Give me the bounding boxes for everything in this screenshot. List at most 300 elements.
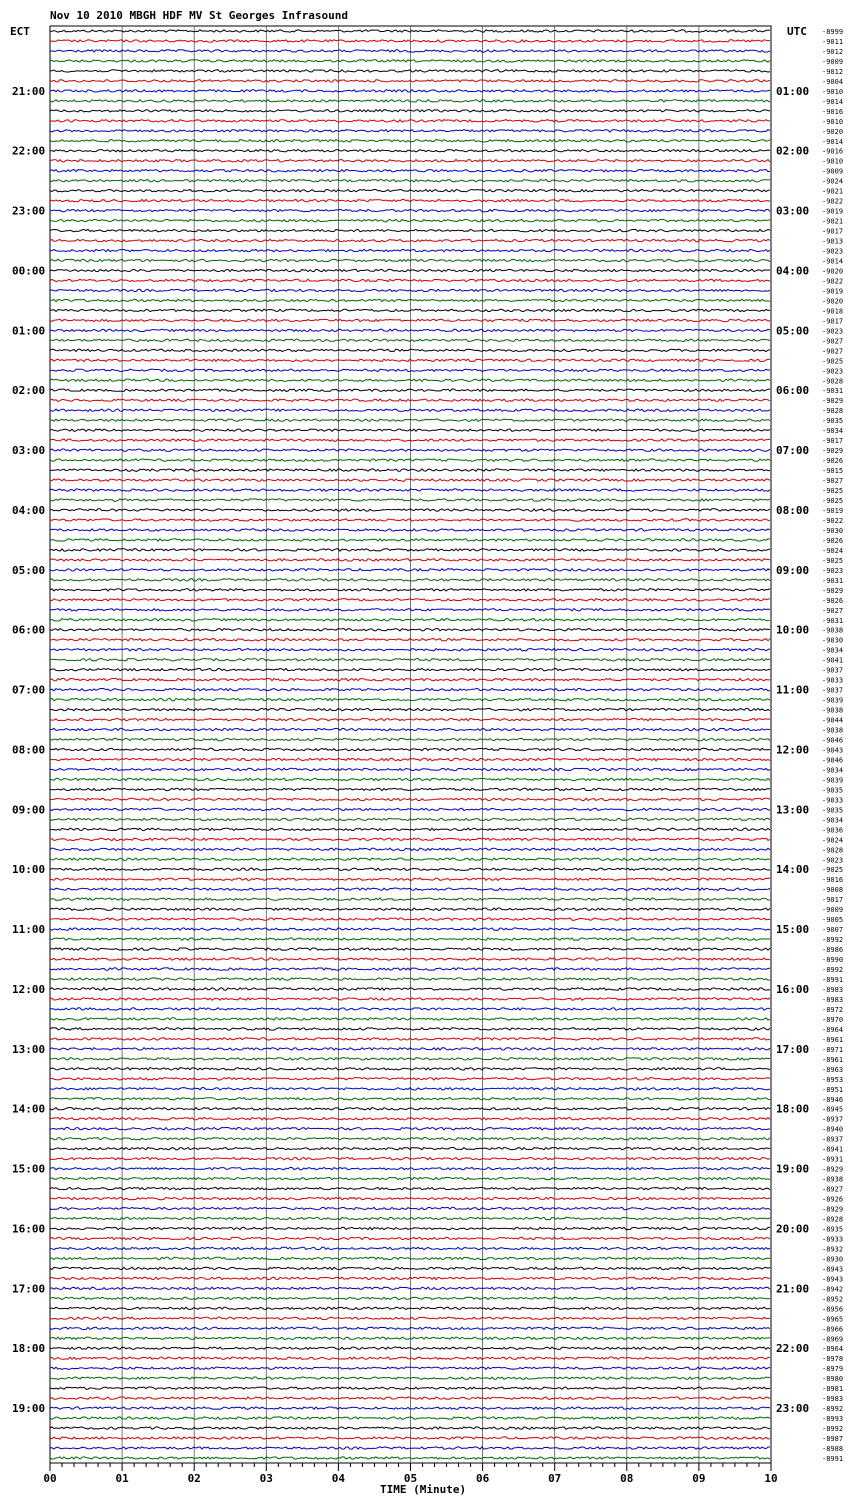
trace-offset-label: -9009	[822, 167, 844, 176]
trace-black	[50, 788, 770, 790]
trace-offset-label: -9039	[822, 696, 844, 705]
trace-offset-label: -9026	[822, 596, 844, 605]
trace-offset-label: -9017	[822, 896, 844, 905]
trace-offset-label: -9023	[822, 327, 844, 336]
ect-time-label: 00:00	[12, 264, 46, 278]
trace-offset-label: -9004	[822, 77, 844, 86]
trace-black	[50, 1068, 770, 1070]
trace-offset-label: -9019	[822, 507, 844, 515]
utc-time-label: 06:00	[776, 384, 810, 398]
utc-time-label: 13:00	[776, 803, 810, 817]
trace-black	[50, 509, 770, 511]
trace-offset-label: -8980	[822, 1375, 844, 1384]
trace-offset-label: -9022	[822, 277, 844, 286]
trace-blue	[50, 449, 770, 451]
trace-red	[50, 1078, 770, 1080]
trace-offset-label: -9023	[822, 856, 844, 865]
utc-time-label: 08:00	[776, 504, 810, 517]
trace-offset-label: -9025	[822, 487, 844, 495]
trace-black	[50, 549, 770, 551]
trace-black	[50, 589, 770, 591]
trace-red	[50, 319, 770, 321]
trace-offset-label: -9039	[822, 776, 844, 785]
utc-time-label: 21:00	[776, 1282, 810, 1296]
trace-offset-label: -8979	[822, 1365, 844, 1374]
trace-offset-label: -8945	[822, 1105, 844, 1114]
trace-green	[50, 219, 770, 221]
trace-offset-label: -9025	[822, 866, 844, 875]
trace-offset-label: -9043	[822, 746, 844, 755]
trace-offset-label: -9046	[822, 736, 844, 745]
trace-offset-label: -8940	[822, 1125, 844, 1134]
trace-green	[50, 698, 770, 700]
trace-red	[50, 1397, 770, 1399]
x-tick-label: 01	[115, 1472, 129, 1485]
trace-offset-label: -8930	[822, 1255, 844, 1264]
trace-offset-label: -8966	[822, 1325, 844, 1334]
x-tick-label: 09	[692, 1472, 706, 1485]
trace-green	[50, 898, 770, 900]
trace-offset-label: -9031	[822, 616, 844, 625]
trace-offset-label: -9005	[822, 916, 844, 925]
ect-time-label: 18:00	[12, 1342, 46, 1356]
trace-black	[50, 1387, 770, 1389]
utc-time-label: 20:00	[776, 1222, 810, 1236]
trace-red	[50, 798, 770, 800]
trace-blue	[50, 209, 770, 211]
trace-offset-label: -8992	[822, 966, 844, 974]
trace-offset-label: -8964	[822, 1345, 844, 1354]
ect-time-label: 16:00	[12, 1222, 46, 1236]
trace-blue	[50, 688, 770, 690]
trace-green	[50, 659, 770, 661]
trace-red	[50, 479, 770, 481]
trace-offset-label: -9046	[822, 756, 844, 765]
trace-blue	[50, 529, 770, 531]
trace-offset-label: -9031	[822, 576, 844, 585]
trace-offset-label: -8941	[822, 1145, 844, 1154]
trace-blue	[50, 489, 770, 491]
trace-green	[50, 1417, 770, 1419]
ect-time-label: 13:00	[12, 1042, 46, 1056]
trace-offset-label: -9021	[822, 217, 844, 226]
trace-red	[50, 1437, 770, 1439]
trace-blue	[50, 130, 770, 132]
utc-time-label: 03:00	[776, 204, 810, 218]
trace-offset-label: -8937	[822, 1135, 844, 1144]
trace-red	[50, 1277, 770, 1279]
utc-time-label: 12:00	[776, 743, 810, 757]
trace-offset-label: -9008	[822, 886, 844, 895]
trace-green	[50, 619, 770, 621]
trace-black	[50, 1187, 770, 1189]
trace-offset-label: -9024	[822, 836, 844, 845]
utc-time-label: 02:00	[776, 144, 810, 158]
trace-green	[50, 1177, 770, 1179]
trace-offset-label: -8953	[822, 1075, 844, 1084]
trace-blue	[50, 1367, 770, 1369]
trace-black	[50, 988, 770, 990]
trace-offset-label: -9027	[822, 606, 844, 615]
trace-offset-label: -9041	[822, 656, 844, 665]
trace-offset-label: -8938	[822, 1175, 844, 1184]
utc-time-label: 01:00	[776, 84, 810, 98]
trace-red	[50, 718, 770, 720]
trace-blue	[50, 1447, 770, 1449]
ect-time-label: 23:00	[12, 204, 46, 218]
trace-offset-label: -9028	[822, 407, 844, 416]
x-tick-label: 02	[187, 1472, 201, 1485]
trace-blue	[50, 90, 770, 92]
trace-black	[50, 469, 770, 471]
trace-black	[50, 748, 770, 750]
ect-time-label: 05:00	[12, 563, 46, 577]
trace-blue	[50, 1048, 770, 1050]
trace-offset-label: -9030	[822, 636, 844, 645]
trace-blue	[50, 1207, 770, 1209]
trace-blue	[50, 569, 770, 571]
trace-green	[50, 778, 770, 780]
trace-red	[50, 40, 770, 42]
trace-red	[50, 639, 770, 641]
trace-offset-label: -9027	[822, 337, 844, 346]
trace-offset-label: -9034	[822, 766, 844, 775]
trace-offset-label: -8932	[822, 1245, 844, 1254]
trace-green	[50, 180, 770, 182]
trace-offset-label: -9023	[822, 566, 844, 575]
trace-blue	[50, 1167, 770, 1169]
trace-blue	[50, 249, 770, 251]
trace-offset-label: -9016	[822, 876, 844, 885]
trace-green	[50, 938, 770, 940]
trace-offset-label: -8986	[822, 946, 844, 955]
trace-black	[50, 1028, 770, 1030]
trace-red	[50, 279, 770, 281]
trace-offset-label: -8991	[822, 1455, 844, 1463]
trace-green	[50, 1457, 770, 1459]
trace-green	[50, 1138, 770, 1140]
trace-offset-label: -9024	[822, 177, 844, 186]
trace-blue	[50, 50, 770, 52]
trace-offset-label: -8927	[822, 1185, 844, 1194]
trace-offset-label: -8961	[822, 1035, 844, 1044]
utc-time-label: 19:00	[776, 1162, 810, 1176]
trace-green	[50, 100, 770, 102]
x-tick-label: 10	[764, 1472, 778, 1485]
trace-offset-label: -9010	[822, 157, 844, 166]
trace-offset-label: -8956	[822, 1305, 844, 1314]
trace-green	[50, 1058, 770, 1060]
utc-time-label: 17:00	[776, 1042, 810, 1056]
trace-offset-label: -8943	[822, 1265, 844, 1274]
trace-red	[50, 439, 770, 441]
trace-offset-label: -8929	[822, 1165, 844, 1174]
trace-offset-label: -9014	[822, 137, 844, 146]
trace-offset-label: -8993	[822, 1415, 844, 1424]
utc-time-label: 16:00	[776, 983, 810, 996]
trace-offset-label: -9017	[822, 437, 844, 446]
trace-blue	[50, 289, 770, 291]
trace-black	[50, 309, 770, 311]
trace-black	[50, 269, 770, 271]
trace-red	[50, 1317, 770, 1319]
trace-blue	[50, 928, 770, 930]
trace-green	[50, 379, 770, 381]
trace-blue	[50, 170, 770, 172]
trace-offset-label: -9034	[822, 816, 844, 825]
trace-offset-label: -9034	[822, 427, 844, 436]
trace-red	[50, 878, 770, 880]
x-tick-label: 00	[43, 1472, 57, 1485]
trace-offset-label: -9016	[822, 147, 844, 156]
trace-offset-label: -9028	[822, 846, 844, 855]
trace-offset-label: -9013	[822, 237, 844, 246]
trace-offset-label: -9017	[822, 227, 844, 236]
trace-offset-label: -8952	[822, 1295, 844, 1304]
trace-red	[50, 559, 770, 561]
trace-red	[50, 399, 770, 401]
trace-offset-label: -9009	[822, 906, 844, 915]
trace-offset-label: -8931	[822, 1155, 844, 1164]
trace-green	[50, 1018, 770, 1020]
trace-offset-label: -9020	[822, 127, 844, 136]
trace-offset-label: -9028	[822, 377, 844, 386]
ect-time-label: 07:00	[12, 683, 46, 697]
trace-green	[50, 259, 770, 261]
trace-offset-label: -8983	[822, 986, 844, 994]
trace-red	[50, 918, 770, 920]
trace-black	[50, 1347, 770, 1349]
trace-offset-label: -9019	[822, 287, 844, 296]
trace-offset-label: -9022	[822, 197, 844, 206]
trace-red	[50, 160, 770, 162]
trace-blue	[50, 728, 770, 730]
trace-offset-label: -8935	[822, 1225, 844, 1234]
trace-offset-label: -8937	[822, 1115, 844, 1124]
trace-green	[50, 459, 770, 461]
trace-offset-label: -9012	[822, 67, 844, 76]
ect-time-label: 11:00	[12, 923, 46, 937]
utc-time-label: 18:00	[776, 1102, 810, 1116]
trace-blue	[50, 1407, 770, 1409]
trace-offset-label: -9033	[822, 796, 844, 805]
trace-offset-label: -9020	[822, 297, 844, 306]
trace-offset-label: -8929	[822, 1205, 844, 1214]
trace-offset-label: -9016	[822, 107, 844, 116]
trace-offset-label: -9020	[822, 267, 844, 276]
trace-offset-label: -8926	[822, 1195, 844, 1204]
ect-time-label: 12:00	[12, 983, 46, 996]
trace-blue	[50, 808, 770, 810]
trace-red	[50, 599, 770, 601]
utc-time-label: 10:00	[776, 623, 810, 637]
x-axis-label: TIME (Minute)	[380, 1483, 467, 1496]
ect-time-label: 09:00	[12, 803, 46, 817]
trace-green	[50, 738, 770, 740]
trace-offset-label: -9012	[822, 48, 844, 56]
trace-black	[50, 110, 770, 112]
trace-black	[50, 828, 770, 830]
trace-offset-label: -9035	[822, 786, 844, 795]
trace-black	[50, 1148, 770, 1150]
trace-red	[50, 1197, 770, 1199]
trace-green	[50, 1257, 770, 1259]
trace-blue	[50, 329, 770, 331]
trace-red	[50, 1357, 770, 1359]
trace-black	[50, 30, 770, 32]
trace-blue	[50, 649, 770, 651]
trace-red	[50, 239, 770, 241]
trace-green	[50, 579, 770, 581]
trace-offset-label: -8942	[822, 1285, 844, 1294]
trace-offset-label: -9026	[822, 457, 844, 466]
timezone-left-label: ECT	[10, 25, 30, 38]
utc-time-label: 15:00	[776, 923, 810, 937]
chart-title: Nov 10 2010 MBGH HDF MV St Georges Infrasound	[50, 9, 349, 22]
trace-green	[50, 1337, 770, 1339]
trace-offset-label: -8933	[822, 1235, 844, 1244]
trace-green	[50, 499, 770, 501]
trace-offset-label: -9034	[822, 646, 844, 655]
trace-offset-label: -9029	[822, 447, 844, 456]
trace-offset-label: -8991	[822, 976, 844, 984]
trace-black	[50, 389, 770, 391]
x-tick-label: 07	[548, 1472, 562, 1485]
trace-black	[50, 150, 770, 152]
trace-black	[50, 190, 770, 192]
trace-offset-label: -9027	[822, 477, 844, 486]
trace-red	[50, 1118, 770, 1120]
trace-red	[50, 838, 770, 840]
trace-offset-label: -8992	[822, 1425, 844, 1434]
ect-time-label: 08:00	[12, 743, 46, 757]
trace-offset-label: -8951	[822, 1085, 844, 1094]
trace-red	[50, 958, 770, 960]
trace-offset-label: -9026	[822, 536, 844, 545]
ect-time-label: 19:00	[12, 1402, 46, 1416]
trace-offset-label: -9010	[822, 87, 844, 96]
trace-blue	[50, 369, 770, 371]
trace-blue	[50, 968, 770, 970]
utc-time-label: 22:00	[776, 1342, 810, 1356]
trace-red	[50, 359, 770, 361]
ect-time-label: 04:00	[12, 504, 46, 517]
trace-black	[50, 1108, 770, 1110]
trace-green	[50, 60, 770, 62]
utc-time-label: 14:00	[776, 863, 810, 877]
trace-offset-label: -9015	[822, 467, 844, 476]
trace-offset-label: -9038	[822, 706, 844, 715]
trace-green	[50, 1297, 770, 1299]
trace-offset-label: -8970	[822, 1015, 844, 1024]
ect-time-label: 01:00	[12, 324, 46, 338]
trace-blue	[50, 409, 770, 411]
trace-offset-label: -9038	[822, 626, 844, 635]
x-tick-label: 08	[620, 1472, 634, 1485]
trace-black	[50, 70, 770, 72]
trace-red	[50, 120, 770, 122]
trace-blue	[50, 1287, 770, 1289]
trace-red	[50, 1038, 770, 1040]
trace-red	[50, 1237, 770, 1239]
trace-offset-label: -9023	[822, 367, 844, 376]
trace-blue	[50, 848, 770, 850]
trace-offset-label: -9029	[822, 586, 844, 595]
trace-offset-label: -8983	[822, 1395, 844, 1404]
trace-black	[50, 868, 770, 870]
trace-blue	[50, 1008, 770, 1010]
trace-offset-label: -9021	[822, 187, 844, 196]
trace-offset-label: -8946	[822, 1095, 844, 1104]
trace-offset-label: -8971	[822, 1045, 844, 1054]
trace-red	[50, 80, 770, 82]
ect-time-label: 22:00	[12, 144, 46, 158]
trace-offset-label: -8928	[822, 1215, 844, 1224]
trace-offset-label: -9019	[822, 207, 844, 216]
trace-green	[50, 978, 770, 980]
ect-time-label: 21:00	[12, 84, 46, 98]
trace-black	[50, 1307, 770, 1309]
trace-offset-label: -8965	[822, 1315, 844, 1324]
ect-time-label: 17:00	[12, 1282, 46, 1296]
trace-red	[50, 1157, 770, 1159]
trace-black	[50, 669, 770, 671]
trace-black	[50, 229, 770, 231]
trace-offset-label: -8981	[822, 1385, 844, 1394]
trace-offset-label: -8988	[822, 1445, 844, 1453]
trace-offset-label: -8990	[822, 956, 844, 964]
trace-green	[50, 539, 770, 541]
trace-offset-label: -9037	[822, 666, 844, 675]
trace-offset-label: -9023	[822, 247, 844, 256]
trace-offset-label: -9036	[822, 826, 844, 835]
trace-offset-label: -9011	[822, 38, 844, 46]
trace-black	[50, 429, 770, 431]
utc-time-label: 09:00	[776, 563, 810, 577]
trace-offset-label: -9022	[822, 517, 844, 525]
trace-blue	[50, 888, 770, 890]
trace-black	[50, 1267, 770, 1269]
trace-blue	[50, 1327, 770, 1329]
trace-offset-label: -8983	[822, 996, 844, 1004]
trace-red	[50, 678, 770, 680]
trace-offset-label: -8999	[822, 28, 844, 36]
trace-offset-label: -8987	[822, 1435, 844, 1443]
trace-offset-label: -9018	[822, 307, 844, 316]
trace-black	[50, 349, 770, 351]
trace-green	[50, 339, 770, 341]
trace-offset-label: -9029	[822, 397, 844, 406]
trace-offset-label: -8961	[822, 1055, 844, 1064]
trace-blue	[50, 768, 770, 770]
trace-green	[50, 140, 770, 142]
ect-time-label: 02:00	[12, 384, 46, 398]
ect-time-label: 06:00	[12, 623, 46, 637]
ect-time-label: 10:00	[12, 863, 46, 877]
trace-offset-label: -8978	[822, 1355, 844, 1364]
trace-offset-label: -9024	[822, 546, 844, 555]
trace-offset-label: -8969	[822, 1335, 844, 1344]
x-tick-label: 05	[403, 1472, 418, 1485]
trace-green	[50, 818, 770, 820]
trace-offset-label: -9033	[822, 676, 844, 685]
x-tick-label: 03	[259, 1472, 273, 1485]
trace-offset-label: -9025	[822, 497, 844, 505]
trace-blue	[50, 1088, 770, 1090]
trace-red	[50, 519, 770, 521]
trace-offset-label: -9044	[822, 716, 844, 725]
trace-red	[50, 758, 770, 760]
